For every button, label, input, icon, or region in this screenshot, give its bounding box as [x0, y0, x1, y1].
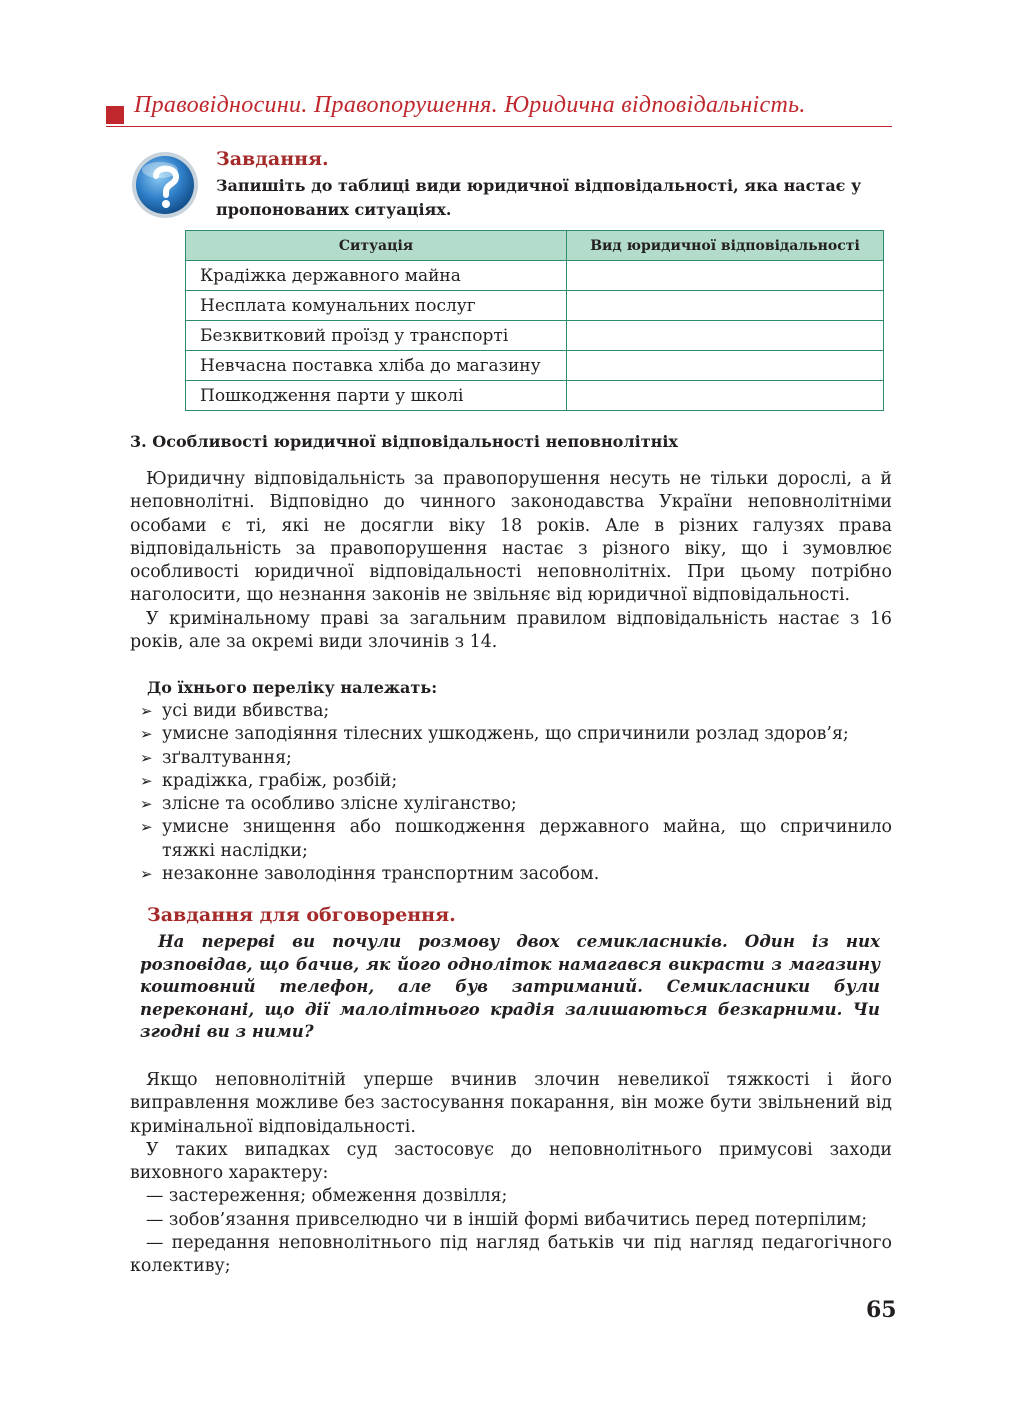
header-red-square [106, 106, 124, 124]
list-item: ➢ умисне знищення або пошкодження державного майна, що спричинило тяжкі наслідки; [140, 817, 892, 861]
responsibility-cell[interactable] [567, 351, 884, 381]
situation-cell: Крадіжка державного майна [186, 261, 567, 291]
list-item: ➢ усі види вбивства; [140, 700, 892, 723]
dash-item: — зобов’язання привселюдно чи в іншій формі вибачитись перед потерпілим; [146, 1209, 868, 1230]
discussion-text: На перерві ви почули розмову двох семикласників. Один із них розповідав, що бачив, як його одноліток намагався викрасти з магазину коштовний телефон, але був затриманий. Семикласники були переконані, що дії малолітнього крадія залишаються безкарними. Чи згодні ви з ними? [140, 931, 880, 1042]
task-title: Завдання. [216, 148, 329, 170]
situation-cell: Безквитковий проїзд у транспорті [186, 321, 567, 351]
responsibility-cell[interactable] [567, 321, 884, 351]
list-item: ➢ злісне та особливо злісне хуліганство; [140, 793, 892, 816]
paragraph: Якщо неповнолітній уперше вчинив злочин невеликої тяжкості і його виправлення можливе без застосування покарання, він може бути звільнений від кримінальної відповідальності. [130, 1070, 892, 1137]
situation-cell: Несплата комунальних послуг [186, 291, 567, 321]
chapter-title: Правовідносини. Правопорушення. Юридична відповідальність. [134, 92, 806, 118]
situations-table [185, 230, 884, 411]
table-row [186, 291, 884, 321]
arrow-bullet-icon: ➢ [140, 865, 153, 884]
task-text: Запишіть до таблиці види юридичної відповідальності, яка настає у пропонованих ситуаціях. [216, 176, 862, 219]
paragraph: У таких випадках суд застосовує до неповнолітнього примусові заходи виховного характеру: [130, 1139, 892, 1184]
arrow-bullet-icon: ➢ [140, 795, 153, 814]
list-item: ➢ умисне заподіяння тілесних ушкоджень, що спричинили розлад здоров’я; [140, 723, 892, 746]
table-row [186, 261, 884, 291]
list-item: ➢ незаконне заволодіння транспортним засобом. [140, 863, 892, 886]
arrow-bullet-icon: ➢ [140, 702, 153, 720]
question-mark-icon [130, 150, 200, 220]
crimes-list [140, 700, 892, 886]
column-header-responsibility: Вид юридичної відповідальності [567, 231, 884, 261]
closing-body [130, 1069, 892, 1279]
arrow-bullet-icon: ➢ [140, 748, 153, 767]
responsibility-cell[interactable] [567, 291, 884, 321]
responsibility-cell[interactable] [567, 261, 884, 291]
page-number: 65 [866, 1297, 897, 1323]
list-item: ➢ зґвалтування; [140, 747, 892, 770]
arrow-bullet-icon: ➢ [140, 818, 153, 837]
paragraph: У кримінальному праві за загальним правилом відповідальність настає з 16 років, але за окремі види злочинів з 14. [130, 608, 892, 653]
section-body [130, 468, 892, 654]
responsibility-cell[interactable] [567, 381, 884, 411]
table-row [186, 351, 884, 381]
discussion-title: Завдання для обговорення. [147, 904, 456, 926]
arrow-bullet-icon: ➢ [140, 725, 153, 744]
table-row [186, 381, 884, 411]
paragraph: Юридичну відповідальність за правопорушення несуть не тільки дорослі, а й неповнолітні. Відповідно до чинного законодавства України неповнолітніми особами є ті, які не досягли віку 18 років. Але в різних галузях права відповідальність за правопорушення настає з різного віку, що і зумовлює особливості юридичної відповідальності неповнолітніх. При цьому потрібно наголосити, що незнання законів не звільняє від юридичної відповідальності. [130, 469, 892, 606]
arrow-bullet-icon: ➢ [140, 771, 153, 790]
column-header-situation: Ситуація [186, 231, 567, 261]
list-item: ➢ крадіжка, грабіж, розбій; [140, 770, 892, 793]
dash-item: — передання неповнолітнього під нагляд батьків чи під нагляд педагогічного колективу; [130, 1233, 892, 1277]
page-header [106, 92, 892, 127]
list-title: До їхнього переліку належать: [147, 678, 438, 697]
dash-item: — застереження; обмеження дозвілля; [146, 1186, 508, 1207]
table-row [186, 321, 884, 351]
section-heading: 3. Особливості юридичної відповідальності неповнолітніх [130, 432, 678, 451]
table-header-row [186, 231, 884, 261]
situation-cell: Пошкодження парти у школі [186, 381, 567, 411]
situation-cell: Невчасна поставка хліба до магазину [186, 351, 567, 381]
